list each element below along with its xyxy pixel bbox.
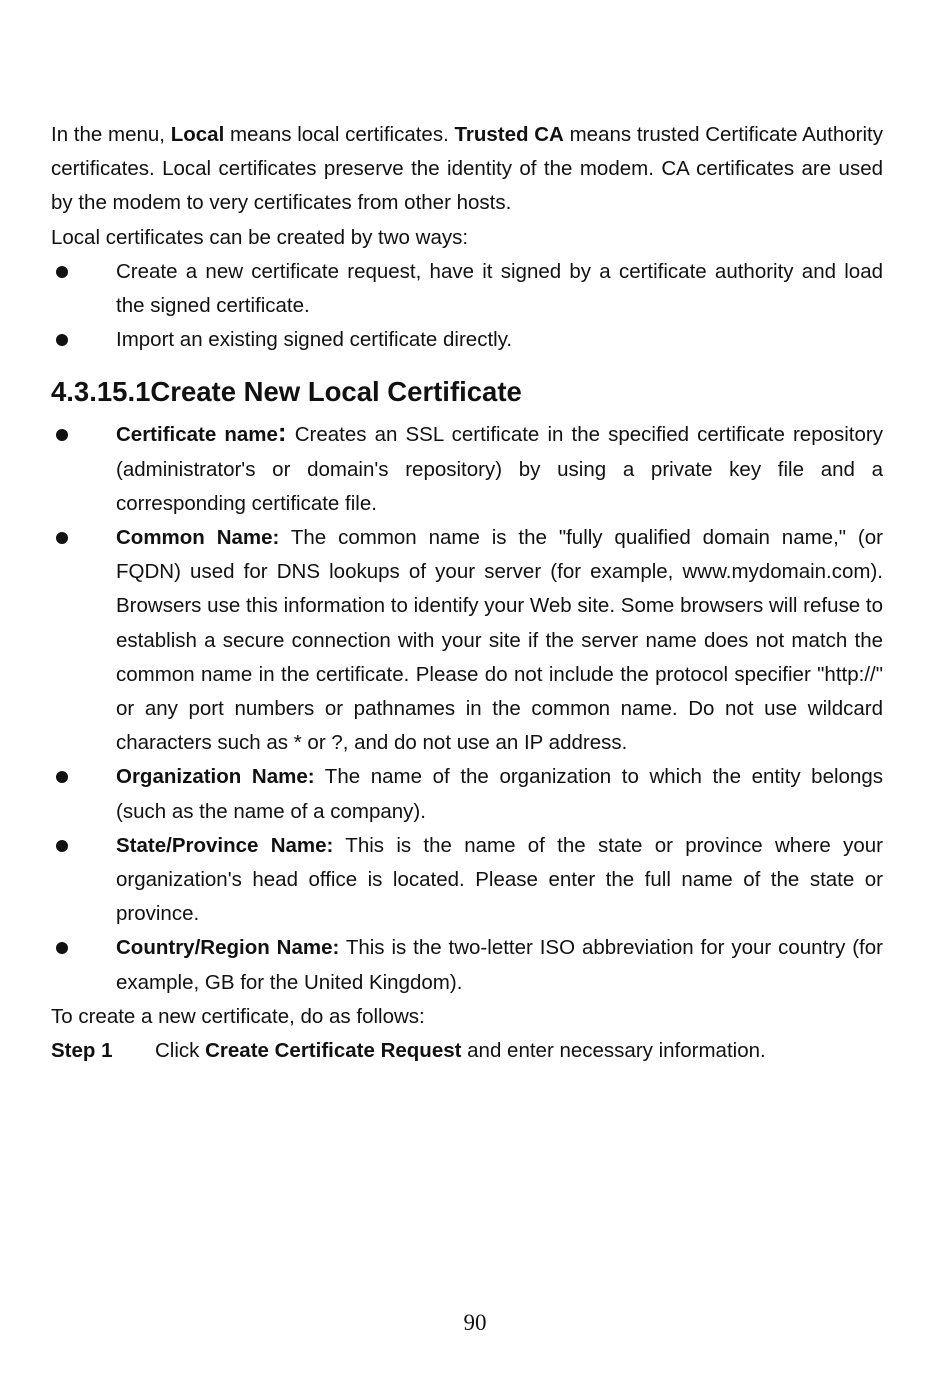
definition-text: The common name is the "fully qualified domain name," (or FQDN) used for DNS lookups of your server (for example, www.mydomain.com). Browsers use this information to identify your Web site. Some browsers will refuse to establish a secure connection with your site if the server name does not match the common name in the certificate. Please do not include the protocol specifier "http://" or any port numbers or pathnames in the common name. Do not use wildcard characters such as * or ?, and do not use an IP address. [116, 526, 883, 755]
definition-item-state-province-name [51, 829, 883, 932]
term-trusted-ca: Trusted CA [454, 123, 564, 146]
bullet-icon [56, 334, 68, 346]
definition-item-common-name [51, 521, 883, 760]
create-certificate-request-term: Create Certificate Request [205, 1039, 462, 1063]
bullet-icon [56, 266, 68, 278]
definition-text: Creates an SSL certificate in the specified certificate repository (administrator's or domain's repository) by using a private key file and a corresponding certificate file. [116, 423, 883, 515]
definition-item-country-region-name [51, 931, 883, 999]
list-item: Create a new certificate request, have it signed by a certificate authority and load the signed certificate. [51, 255, 883, 323]
definition-item-certificate-name: Certificate name: Creates an SSL certificate in the specified certificate repository (administrator's or domain's repository) by using a private key file and a corresponding certificate file. [51, 418, 883, 521]
term-local: Local [170, 123, 225, 146]
definition-item-organization-name [51, 760, 883, 828]
definition-list [51, 418, 883, 999]
step-label: Step 1 [51, 1039, 113, 1063]
list-item: Import an existing signed certificate directly. [51, 323, 883, 357]
section-number: 4.3.15.1 [51, 376, 151, 408]
bullet-icon [56, 429, 68, 441]
definition-term: Organization Name: [116, 765, 315, 789]
step-1 [51, 1034, 883, 1068]
section-heading [51, 372, 883, 412]
definition-term: Common Name: [116, 526, 280, 550]
bullet-icon [56, 771, 68, 783]
bullet-icon [56, 532, 68, 544]
outro-paragraph: To create a new certificate, do as follows: [51, 1004, 425, 1028]
definition-text: The name of the organization to which the entity belongs (such as the name of a company). [116, 765, 883, 823]
bullet-icon [56, 840, 68, 852]
definition-text: This is the name of the state or province where your organization's head office is located. Please enter the full name of the state or province. [116, 833, 883, 926]
definition-term: Certificate name [116, 423, 278, 447]
section-title: Create New Local Certificate [150, 376, 522, 408]
intro-bullet-list [51, 255, 883, 358]
intro-paragraph: In the menu, Local means local certificates. Trusted CA means trusted Certificate Authority certificates. Local certificates preserve the identity of the modem. CA certificates are used by the modem to very certificates from other hosts. [51, 123, 883, 215]
intro-ways-paragraph: Local certificates can be created by two ways: [51, 225, 469, 249]
page-number: 90 [463, 1310, 487, 1335]
bullet-icon [56, 942, 68, 954]
page-content [51, 118, 883, 1068]
step-text: Click Create Certificate Request and enter necessary information. [155, 1039, 766, 1063]
definition-term: State/Province Name: [116, 833, 334, 857]
definition-term: Country/Region Name: [116, 936, 340, 960]
definition-text: This is the two-letter ISO abbreviation for your country (for example, GB for the United Kingdom). [116, 936, 883, 994]
